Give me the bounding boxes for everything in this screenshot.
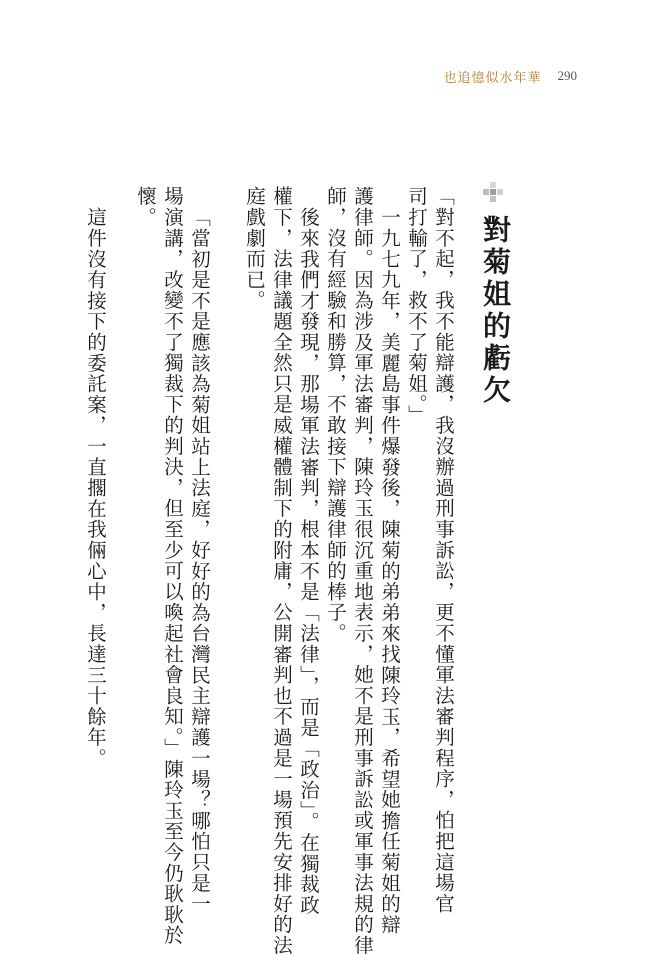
page-number: 290 — [557, 68, 577, 83]
running-header — [443, 66, 577, 86]
chapter-title: 對菊姐的虧欠 — [479, 215, 512, 407]
text-line-4: 護律師。因為涉及軍法審判，陳玲玉很沉重地表示，她不是刑事訴訟或軍事法規的律 — [351, 186, 374, 956]
title-ornament-icon — [482, 181, 504, 203]
text-line-9: 「當初是不是應該為菊姐站上法庭，好好的為台灣民主辯護一場？哪怕只是一 — [188, 207, 211, 915]
text-line-6: 後來我們才發現，那場軍法審判，根本不是「法律」，而是「政治」。在獨裁政 — [297, 207, 320, 916]
text-line-2: 司打輸了，救不了菊姐。」 — [405, 186, 428, 426]
text-line-1: 「對不起，我不能辯護，我沒辦過刑事訴訟，更不懂軍法審判程序，怕把這場官 — [432, 186, 455, 914]
book-title: 也追憶似水年華 — [443, 69, 542, 85]
text-line-7: 權下，法律議題全然只是威權體制下的附庸，公開審判也不過是一場預先安排好的法 — [270, 186, 293, 956]
text-line-8: 庭戲劇而已。 — [243, 186, 266, 311]
text-line-11: 懷。 — [134, 186, 157, 228]
text-line-12: 這件沒有接下的委託案，一直擱在我倆心中，長達三十餘年。 — [84, 207, 107, 769]
text-line-5: 師，沒有經驗和勝算，不敢接下辯護律師的棒子。 — [324, 186, 347, 644]
chapter-heading — [478, 185, 512, 407]
text-line-3: 一九七九年，美麗島事件爆發後，陳菊的弟弟來找陳玲玉，希望她擔任菊姐的辯 — [378, 207, 401, 935]
text-line-10: 場演講，改變不了獨裁下的判決，但至少可以喚起社會良知。」陳玲玉至今仍耿耿於 — [161, 186, 184, 946]
